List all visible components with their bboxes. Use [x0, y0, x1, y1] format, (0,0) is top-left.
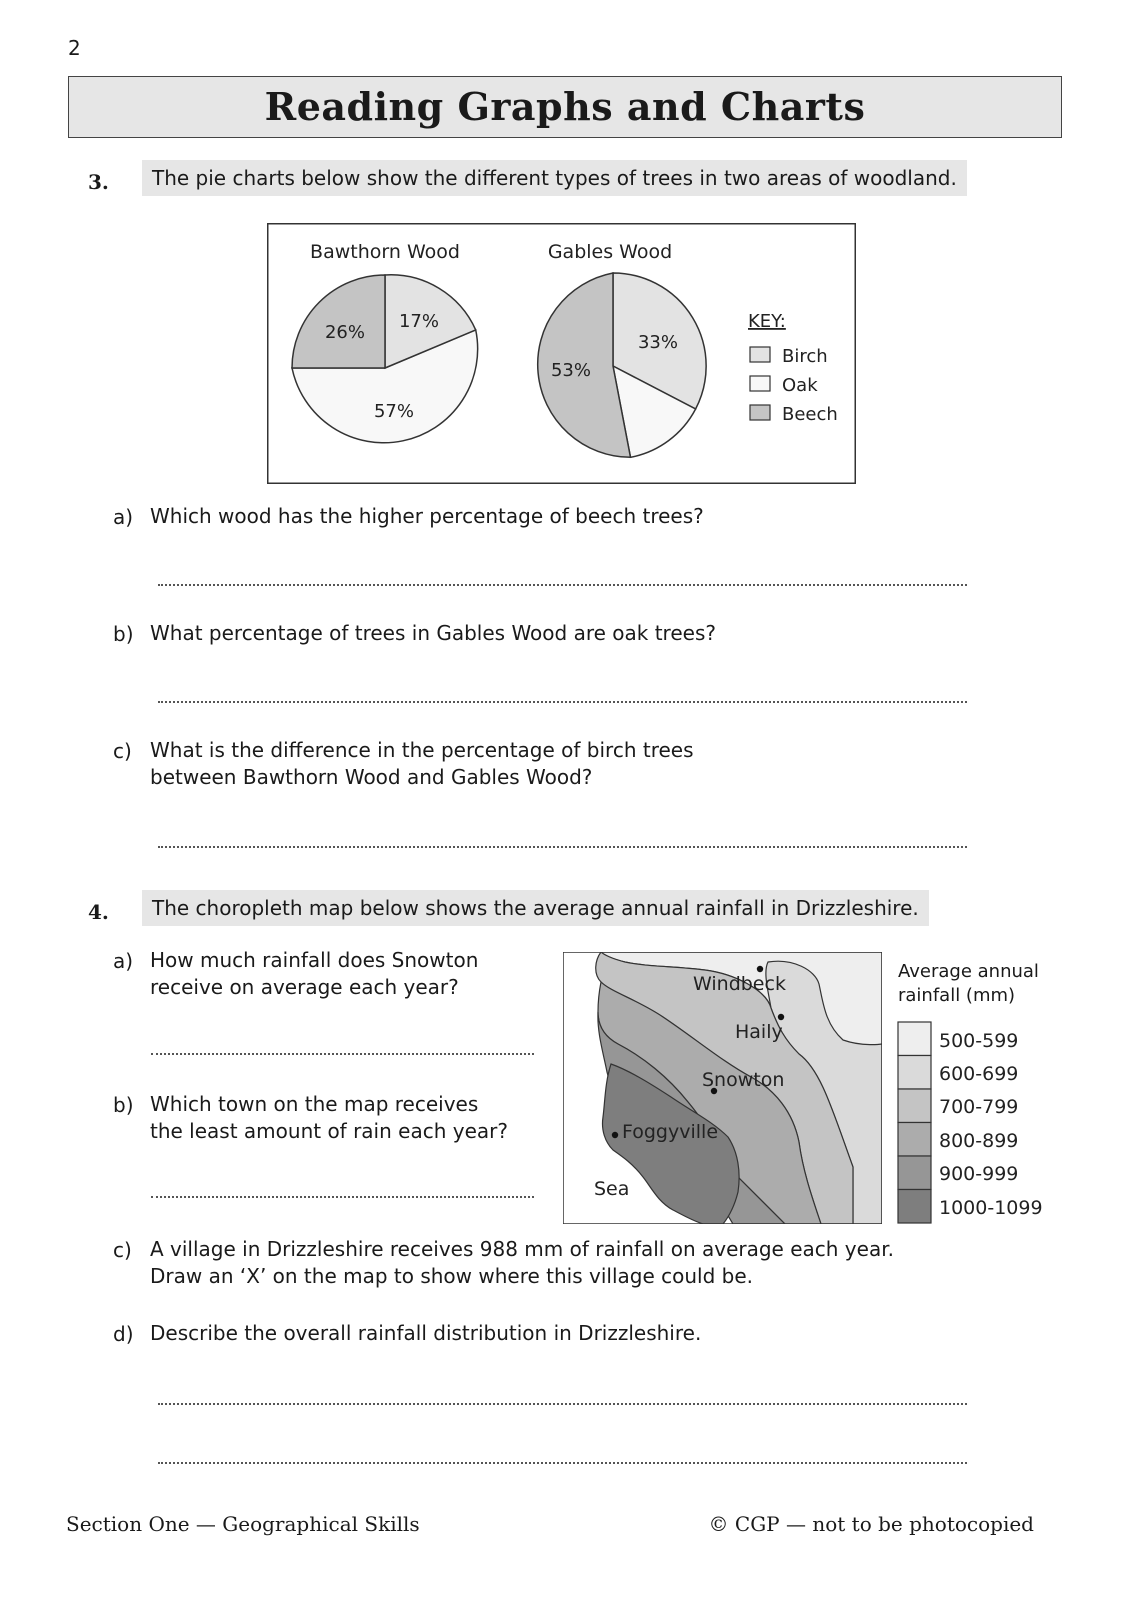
footer-section: Section One — Geographical Skills — [66, 1512, 420, 1536]
key-oak-label: Oak — [782, 375, 818, 396]
q3a-answer-line[interactable] — [158, 584, 967, 586]
key-beech-swatch — [750, 405, 770, 420]
q3a-text: Which wood has the higher percentage of beech trees? — [150, 504, 704, 528]
bawthorn-oak-label: 57% — [373, 401, 415, 422]
bawthorn-wood-title: Bawthorn Wood — [310, 241, 460, 263]
q3c-line1: What is the difference in the percentage of birch trees — [150, 738, 694, 762]
gables-beech-label: 53% — [550, 360, 592, 381]
q3b-letter: b) — [113, 622, 134, 646]
q4a-answer-line[interactable] — [151, 1053, 534, 1055]
key-birch-label: Birch — [782, 346, 828, 367]
q3c-text — [150, 737, 694, 791]
q4a-line1: How much rainfall does Snowton — [150, 948, 479, 972]
bawthorn-birch-label: 17% — [398, 311, 440, 332]
question-4-intro: The choropleth map below shows the average annual rainfall in Drizzleshire. — [142, 890, 929, 926]
q4b-line1: Which town on the map receives — [150, 1092, 479, 1116]
legend-swatch-900-999 — [898, 1156, 931, 1190]
q3a-letter: a) — [113, 505, 134, 529]
footer-copyright: © CGP — not to be photocopied — [708, 1512, 1034, 1536]
q3c-answer-line[interactable] — [158, 846, 967, 848]
legend-swatch-600-699 — [898, 1056, 931, 1090]
map-legend-title — [898, 960, 1039, 1008]
choropleth-map[interactable] — [563, 952, 882, 1224]
legend-label-600-699: 600-699 — [939, 1063, 1019, 1085]
sea-label: Sea — [594, 1178, 630, 1200]
q4c-line2: Draw an ‘X’ on the map to show where this village could be. — [150, 1264, 754, 1288]
q4d-text: Describe the overall rainfall distribution in Drizzleshire. — [150, 1321, 702, 1345]
legend-swatch-500-599 — [898, 1022, 931, 1056]
gables-birch-label: 33% — [637, 332, 679, 353]
q3b-text: What percentage of trees in Gables Wood are oak trees? — [150, 621, 716, 645]
q4d-letter: d) — [113, 1322, 134, 1346]
key-oak-swatch — [750, 376, 770, 391]
legend-label-900-999: 900-999 — [939, 1163, 1019, 1185]
q3c-line2: between Bawthorn Wood and Gables Wood? — [150, 765, 593, 789]
q4c-letter: c) — [113, 1238, 132, 1262]
town-snowton: Snowton — [702, 1069, 785, 1091]
question-3-number: 3. — [88, 170, 109, 194]
page-number: 2 — [68, 36, 81, 60]
windbeck-dot — [757, 966, 763, 972]
legend-swatch-800-899 — [898, 1123, 931, 1157]
pie-charts-figure — [267, 223, 856, 484]
legend-swatch-1000-1099 — [898, 1190, 931, 1224]
page-title: Reading Graphs and Charts — [264, 84, 866, 129]
map-legend — [897, 1021, 1057, 1226]
q4a-text — [150, 947, 478, 1001]
key-title: KEY: — [748, 311, 786, 332]
q4b-text — [150, 1091, 508, 1145]
legend-label-1000-1099: 1000-1099 — [939, 1197, 1043, 1219]
q3c-letter: c) — [113, 739, 132, 763]
town-windbeck: Windbeck — [693, 973, 786, 995]
page-title-box — [68, 76, 1062, 138]
question-3-intro: The pie charts below show the different types of trees in two areas of woodland. — [142, 160, 967, 196]
q4a-line2: receive on average each year? — [150, 975, 459, 999]
q4b-line2: the least amount of rain each year? — [150, 1119, 508, 1143]
legend-swatch-700-799 — [898, 1089, 931, 1123]
legend-label-700-799: 700-799 — [939, 1096, 1019, 1118]
key-beech-label: Beech — [782, 404, 838, 425]
q4c-text — [150, 1236, 894, 1290]
town-foggyville: Foggyville — [622, 1121, 719, 1143]
haily-dot — [778, 1014, 784, 1020]
legend-title-line2: rainfall (mm) — [898, 985, 1016, 1006]
legend-title-line1: Average annual — [898, 961, 1039, 982]
foggyville-dot — [612, 1132, 618, 1138]
q4b-letter: b) — [113, 1093, 134, 1117]
bawthorn-beech-label: 26% — [324, 322, 366, 343]
town-haily: Haily — [735, 1021, 783, 1043]
q4a-letter: a) — [113, 949, 134, 973]
q4d-answer-line-2[interactable] — [158, 1462, 967, 1464]
gables-wood-title: Gables Wood — [547, 241, 673, 263]
q4b-answer-line[interactable] — [151, 1196, 534, 1198]
legend-label-500-599: 500-599 — [939, 1030, 1019, 1052]
q3b-answer-line[interactable] — [158, 701, 967, 703]
question-4-number: 4. — [88, 900, 109, 924]
legend-label-800-899: 800-899 — [939, 1130, 1019, 1152]
q4c-line1: A village in Drizzleshire receives 988 mm of rainfall on average each year. — [150, 1237, 894, 1261]
q4d-answer-line-1[interactable] — [158, 1403, 967, 1405]
key-birch-swatch — [750, 347, 770, 362]
